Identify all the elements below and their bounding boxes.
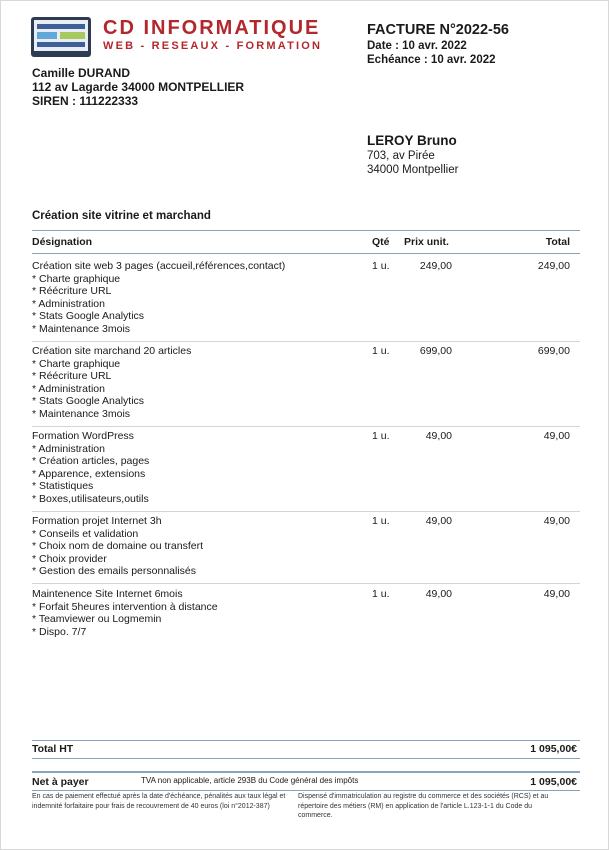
row-detail: * Administration xyxy=(32,297,105,310)
row-detail: * Dispo. 7/7 xyxy=(32,625,87,638)
row-total: 49,00 xyxy=(543,515,570,527)
row-detail: * Boxes,utilisateurs,outils xyxy=(32,492,149,505)
row-detail: * Apparence, extensions xyxy=(32,467,146,480)
row-qty: 1 u. xyxy=(372,430,390,442)
footer-legal: Dispensé d'immatriculation au registre du commerce et des sociétés (RCS) et au répertoire des métiers (RM) en application de l'article L.123-1-1 du Code du commerce. xyxy=(298,793,549,819)
net-to-pay-value: 1 095,00€ xyxy=(530,776,577,788)
tva-note: TVA non applicable, article 293B du Code général des impôts xyxy=(141,776,359,785)
row-qty: 1 u. xyxy=(372,345,390,357)
total-ht-bottom-rule xyxy=(32,758,580,759)
row-title: Création site marchand 20 articles xyxy=(32,345,192,357)
header-total: Total xyxy=(545,236,570,248)
company-brand xyxy=(103,17,322,53)
row-detail: * Conseils et validation xyxy=(32,527,139,540)
client-name: LEROY Bruno xyxy=(367,133,457,148)
header-unit-price: Prix unit. xyxy=(404,236,449,248)
row-designation xyxy=(32,345,362,420)
row-qty: 1 u. xyxy=(372,260,390,272)
row-total: 249,00 xyxy=(537,260,570,272)
row-detail: * Choix nom de domaine ou transfert xyxy=(32,540,204,552)
row-total: 49,00 xyxy=(543,430,570,442)
row-unit-price: 249,00 xyxy=(419,260,452,272)
header-designation: Désignation xyxy=(32,236,93,248)
row-detail: * Gestion des emails personnalisés xyxy=(32,565,197,577)
net-top-rule xyxy=(32,771,580,773)
row-designation xyxy=(32,515,362,578)
row-unit-price: 49,00 xyxy=(425,588,452,600)
row-separator xyxy=(32,426,580,427)
row-detail: * Stats Google Analytics xyxy=(32,395,145,407)
row-detail: * Réécriture URL xyxy=(32,370,112,382)
row-detail: * Réécriture URL xyxy=(32,285,112,297)
company-name: CD INFORMATIQUE xyxy=(103,17,321,39)
row-designation xyxy=(32,430,362,505)
row-designation xyxy=(32,260,362,335)
total-ht-value: 1 095,00€ xyxy=(530,743,577,755)
total-ht-top-rule xyxy=(32,740,580,741)
row-total: 699,00 xyxy=(537,345,570,357)
row-detail: * Création articles, pages xyxy=(32,455,150,467)
row-detail: * Maintenance 3mois xyxy=(32,322,131,335)
row-detail: * Choix provider xyxy=(32,552,107,565)
table-header-rule xyxy=(32,253,580,254)
client-city: 34000 Montpellier xyxy=(367,164,459,176)
row-detail: * Administration xyxy=(32,382,105,395)
table-top-rule xyxy=(32,230,580,231)
seller-name: Camille DURAND xyxy=(32,66,131,80)
row-detail: * Stats Google Analytics xyxy=(32,310,145,322)
total-ht-label: Total HT xyxy=(32,743,74,755)
row-detail: * Statistiques xyxy=(32,480,94,492)
row-separator xyxy=(32,583,580,584)
row-detail: * Charte graphique xyxy=(32,272,121,285)
row-qty: 1 u. xyxy=(372,588,390,600)
invoice-subject: Création site vitrine et marchand xyxy=(32,210,211,222)
row-total: 49,00 xyxy=(543,588,570,600)
seller-address: 112 av Lagarde 34000 MONTPELLIER xyxy=(32,80,245,94)
net-to-pay-label: Net à payer xyxy=(32,776,89,788)
client-block xyxy=(367,133,458,177)
computer-screen-logo-icon xyxy=(31,17,91,59)
row-detail: * Forfait 5heures intervention à distance xyxy=(32,600,218,613)
row-detail: * Teamviewer ou Logmemin xyxy=(32,613,162,625)
row-separator xyxy=(32,341,580,342)
row-unit-price: 49,00 xyxy=(425,430,452,442)
row-title: Formation projet Internet 3h xyxy=(32,515,162,527)
row-unit-price: 49,00 xyxy=(425,515,452,527)
row-unit-price: 699,00 xyxy=(419,345,452,357)
invoice-header xyxy=(367,22,509,67)
net-bottom-rule xyxy=(32,790,580,791)
header-qty: Qté xyxy=(372,236,390,248)
invoice-date: Date : 10 avr. 2022 xyxy=(367,40,467,52)
invoice-due-date: Echéance : 10 avr. 2022 xyxy=(367,54,496,66)
client-street: 703, av Pirée xyxy=(367,150,435,162)
row-detail: * Charte graphique xyxy=(32,357,121,370)
row-title: Maintenence Site Internet 6mois xyxy=(32,588,183,600)
row-detail: * Administration xyxy=(32,442,105,455)
seller-siren: SIREN : 111222333 xyxy=(32,94,139,108)
company-tagline: WEB - RESEAUX - FORMATION xyxy=(103,40,323,52)
row-qty: 1 u. xyxy=(372,515,390,527)
row-title: Formation WordPress xyxy=(32,430,134,442)
row-designation xyxy=(32,588,362,638)
row-detail: * Maintenance 3mois xyxy=(32,407,131,420)
row-title: Création site web 3 pages (accueil,références,contact) xyxy=(32,260,286,272)
row-separator xyxy=(32,511,580,512)
footer-penalties: En cas de paiement effectué après la date d'échéance, pénalités aux taux légal et indemnité forfaitaire pour frais de recouvrement de 40 euros (loi n°2012-387) xyxy=(32,793,286,810)
invoice-number: FACTURE N°2022-56 xyxy=(367,22,509,38)
seller-block xyxy=(32,66,244,108)
